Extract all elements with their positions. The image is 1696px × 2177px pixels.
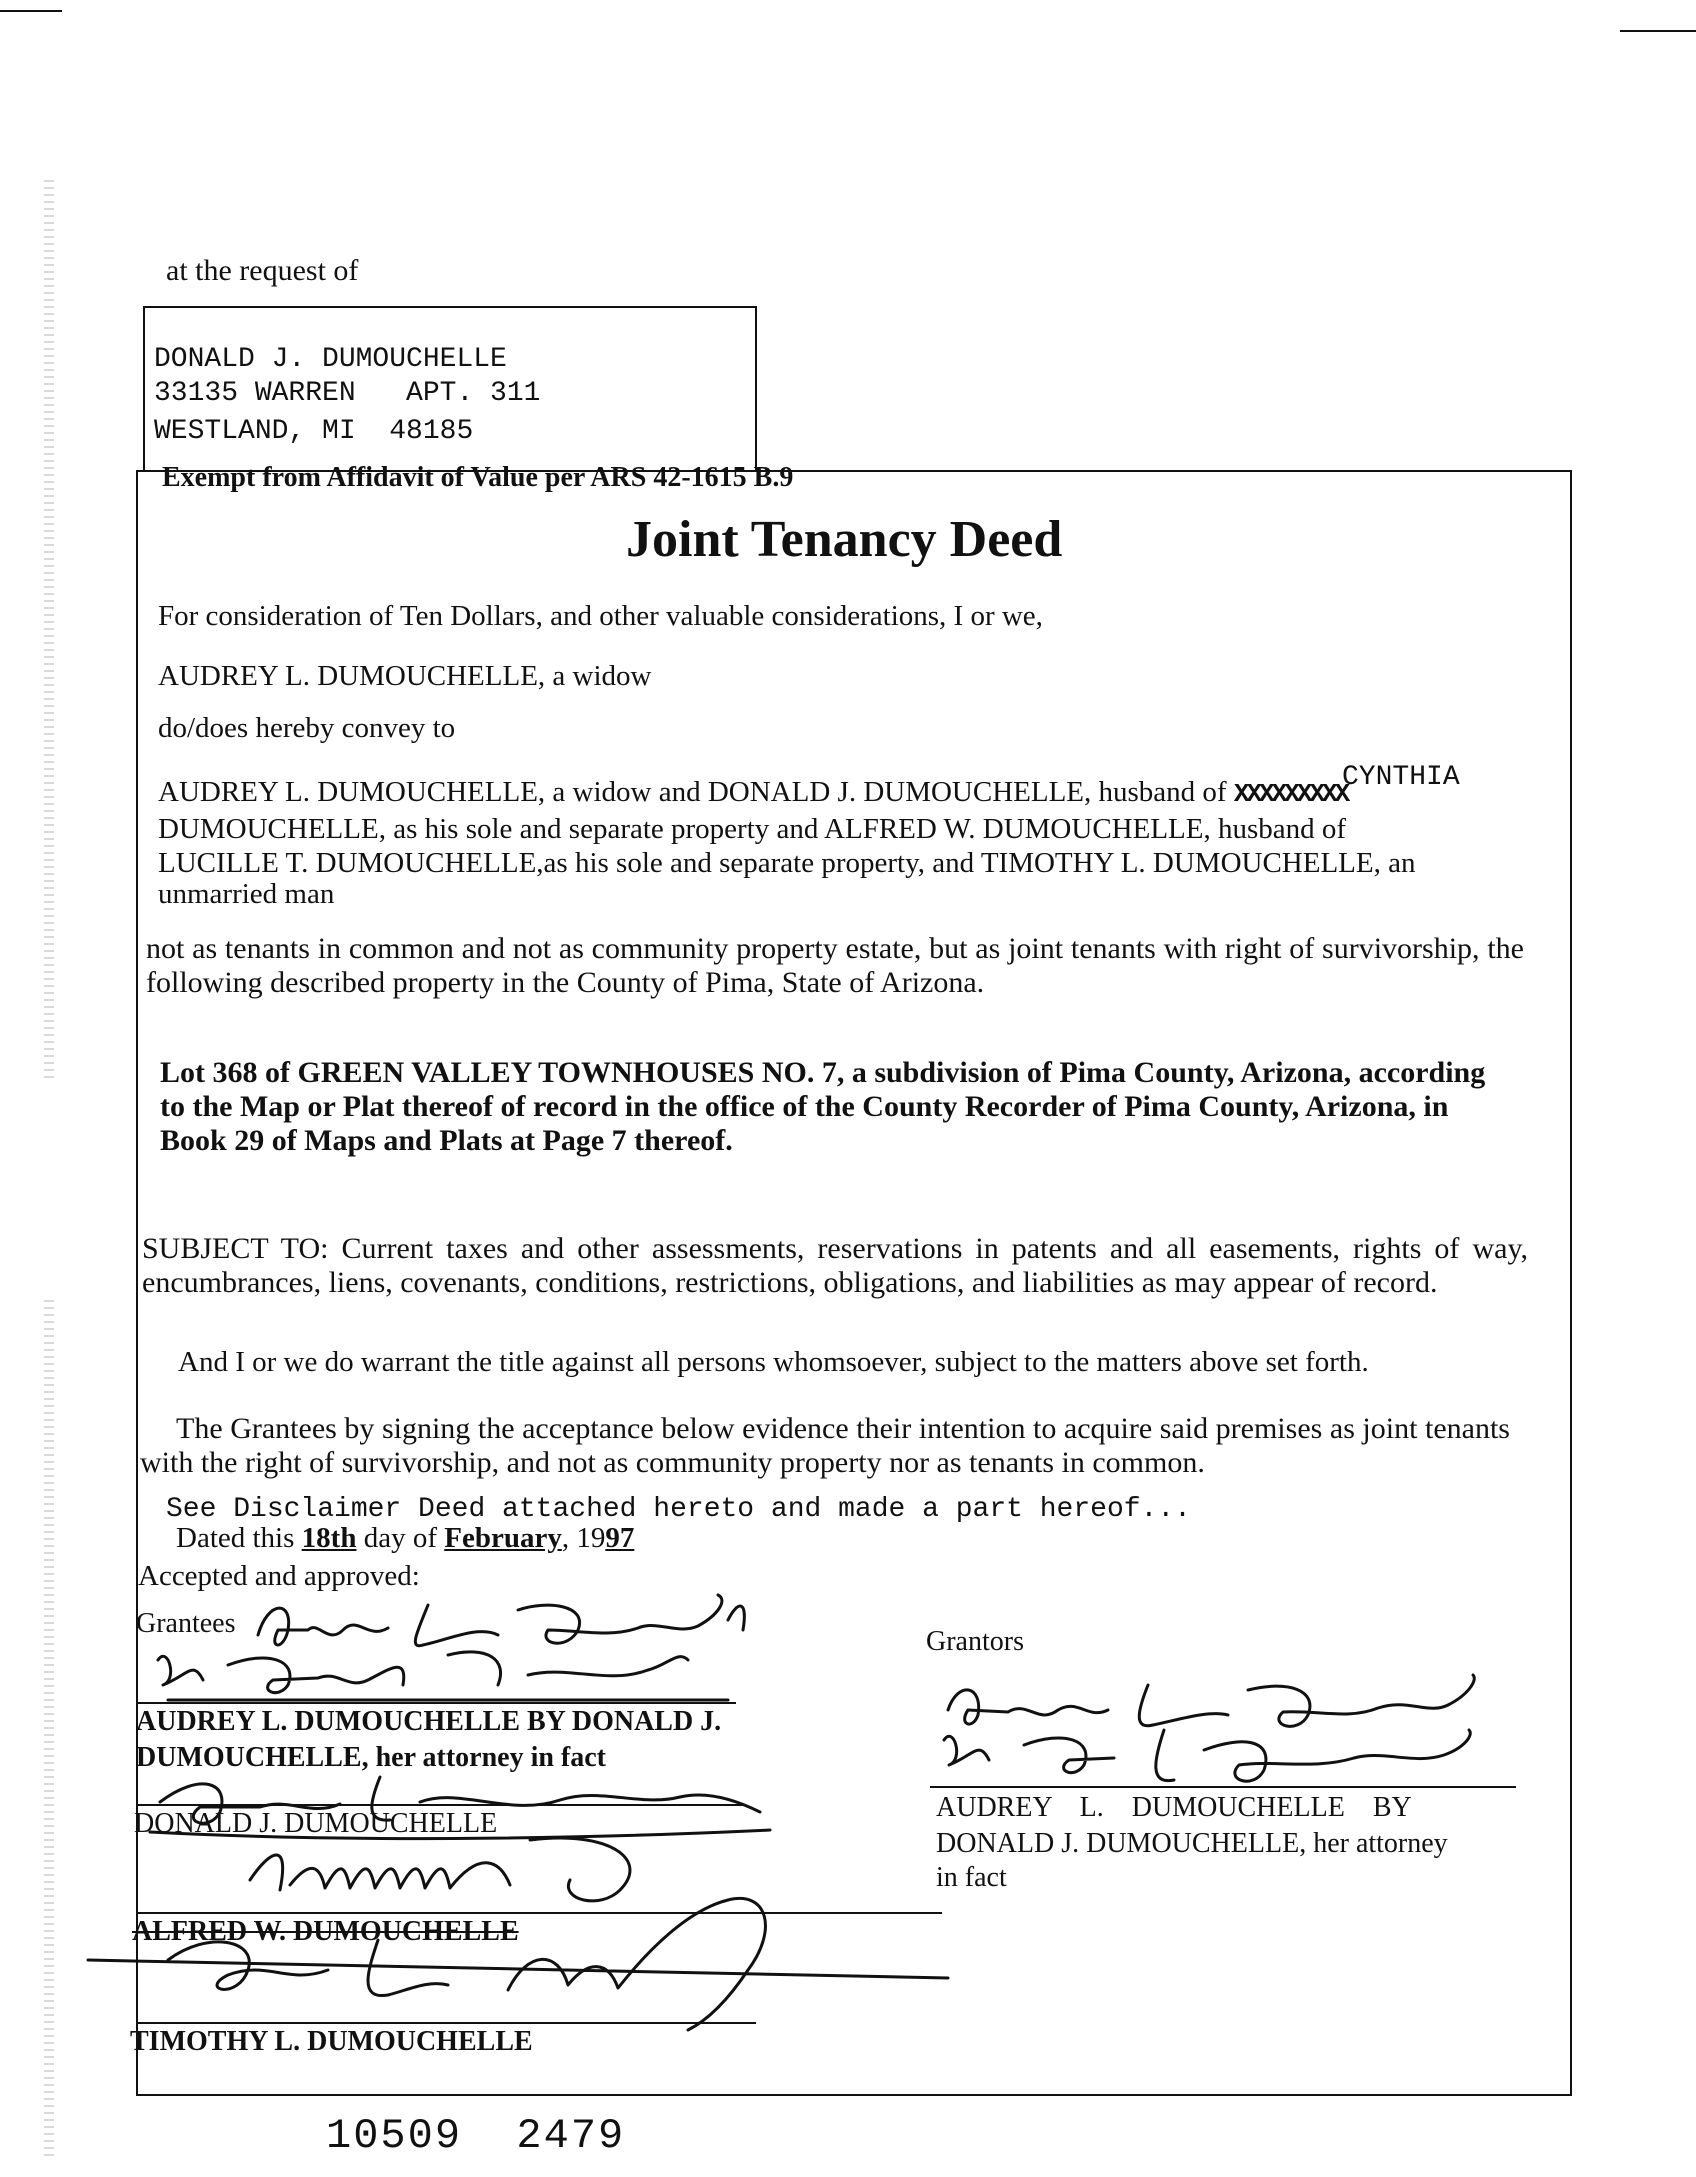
sender-address-box	[143, 306, 757, 472]
dated-line	[176, 1522, 634, 1555]
grantee-name-audrey-a: AUDREY L. DUMOUCHELLE BY DONALD J.	[136, 1706, 722, 1737]
grantors-label: Grantors	[926, 1626, 1024, 1657]
signature-line	[136, 1912, 942, 1914]
grantees-text-1: AUDREY L. DUMOUCHELLE, a widow and DONALD J. DUMOUCHELLE, husband of	[158, 776, 1227, 808]
grantees-line-2: DUMOUCHELLE, as his sole and separate property and ALFRED W. DUMOUCHELLE, husband of	[158, 813, 1347, 845]
grantees-line-4: unmarried man	[158, 878, 335, 910]
grantor-name-c: in fact	[936, 1862, 1007, 1893]
grantor-name-b: DONALD J. DUMOUCHELLE, her attorney	[936, 1828, 1448, 1859]
page-title: Joint Tenancy Deed	[626, 511, 1063, 568]
request-label: at the request of	[166, 254, 359, 287]
tenancy-clause: not as tenants in common and not as community property estate, but as joint tenants with right of survivorship, the following described property in the County of Pima, State of Arizona.	[146, 932, 1524, 999]
grantees-line-1	[158, 776, 1526, 809]
sender-street: 33135 WARREN APT. 311	[154, 378, 541, 409]
consideration-line: For consideration of Ten Dollars, and other valuable considerations, I or we,	[158, 600, 1043, 632]
signature-line	[136, 1804, 746, 1806]
sender-name: DONALD J. DUMOUCHELLE	[154, 344, 507, 375]
dated-year-prefix: , 19	[561, 1522, 606, 1554]
grantees-line-3: LUCILLE T. DUMOUCHELLE,as his sole and separate property, and TIMOTHY L. DUMOUCHELLE, an	[158, 847, 1416, 879]
dated-prefix: Dated this	[176, 1522, 295, 1554]
acceptance-text: The Grantees by signing the acceptance below evidence their intention to acquire said premises as joint tenants with the right of survivorship, and not as community property nor as tenants in common.	[140, 1412, 1510, 1479]
scan-mark	[1620, 30, 1696, 32]
accepted-line: Accepted and approved:	[138, 1560, 420, 1592]
grantor-name-a: AUDREY L. DUMOUCHELLE BY	[936, 1792, 1412, 1823]
recording-number: 10509 2479	[326, 2112, 626, 2160]
scan-edge-noise	[44, 1300, 54, 2160]
disclaimer-line: See Disclaimer Deed attached hereto and made a part hereof...	[166, 1494, 1191, 1525]
grantee-name-timothy: TIMOTHY L. DUMOUCHELLE	[130, 2026, 533, 2057]
acceptance-clause	[140, 1412, 1510, 1480]
grantor-signature-line	[930, 1786, 1516, 1788]
exempt-note: Exempt from Affidavit of Value per ARS 42-1615 B.9	[162, 462, 794, 493]
grantor-line: AUDREY L. DUMOUCHELLE, a widow	[158, 660, 652, 692]
grantees-label: Grantees	[136, 1608, 236, 1639]
crossed-out-text: XXXXXXXXX	[1233, 779, 1348, 809]
signature-line	[136, 2022, 756, 2024]
scan-edge-noise	[44, 180, 54, 1080]
dated-day: 18th	[301, 1522, 357, 1554]
legal-description: Lot 368 of GREEN VALLEY TOWNHOUSES NO. 7, a subdivision of Pima County, Arizona, according to the Map or Plat thereof of record in the office of the County Recorder of Pima County, Arizona, in Book 29 of Maps and Plats at Page 7 thereof.	[160, 1056, 1486, 1157]
signature-line	[136, 1702, 736, 1704]
inserted-name: CYNTHIA	[1342, 762, 1460, 793]
scan-mark	[0, 10, 62, 12]
grantee-name-alfred: ALFRED W. DUMOUCHELLE	[132, 1916, 519, 1947]
grantee-name-audrey-b: DUMOUCHELLE, her attorney in fact	[136, 1742, 606, 1773]
sender-city: WESTLAND, MI 48185	[154, 416, 474, 447]
subject-to-clause: SUBJECT TO: Current taxes and other assessments, reservations in patents and all easements, rights of way, encumbrances, liens, covenants, conditions, restrictions, obligations, and liabilities as may appear of record.	[142, 1232, 1528, 1299]
dated-year: 97	[605, 1522, 635, 1554]
convey-line: do/does hereby convey to	[158, 712, 456, 744]
warrant-clause: And I or we do warrant the title against all persons whomsoever, subject to the matters above set forth.	[178, 1346, 1369, 1378]
dated-mid: day of	[363, 1522, 437, 1554]
dated-month: February	[444, 1522, 562, 1554]
grantee-name-donald: DONALD J. DUMOUCHELLE	[134, 1808, 498, 1839]
